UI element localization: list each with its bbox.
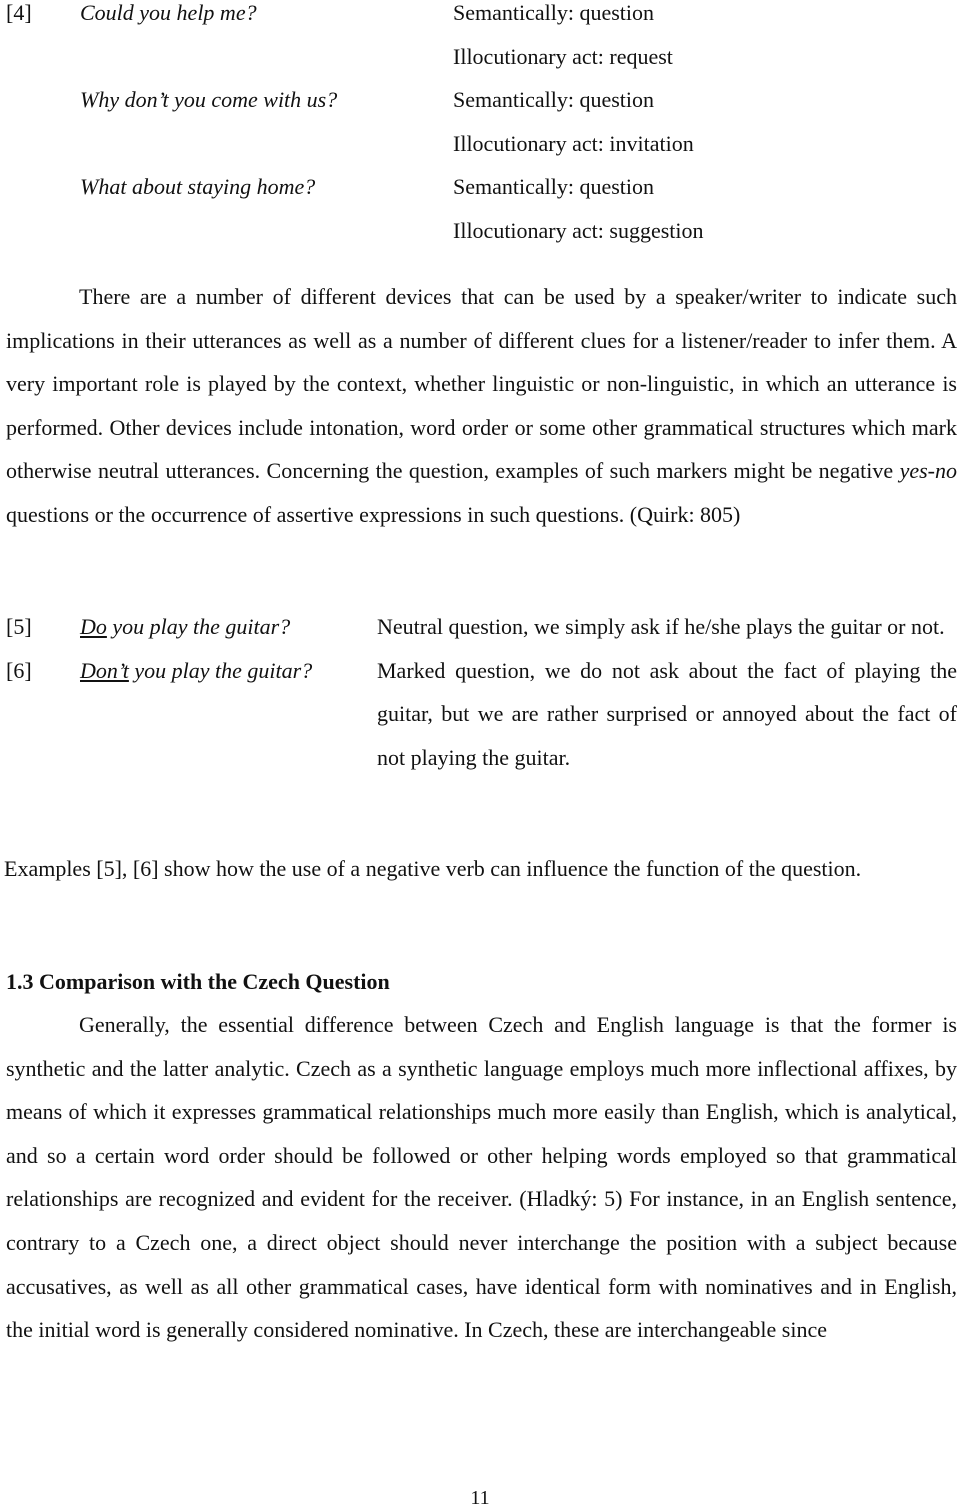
example-number: [4]: [6, 0, 32, 25]
example-5-row: [6, 605, 957, 649]
body-paragraph-devices: [6, 275, 957, 537]
example-semantic-label: Semantically: question: [453, 174, 655, 200]
body-paragraph-examples-summary: Examples [5], [6] show how the use of a negative verb can influence the function of the question.: [4, 856, 862, 881]
example-question: Why don’t you come with us?: [80, 87, 338, 113]
example-number: [5]: [6, 614, 32, 639]
example-4-row-3-act: [6, 209, 956, 253]
example-semantic-label: Semantically: question: [453, 0, 655, 25]
body-paragraph-czech-comparison: Generally, the essential difference between Czech and English language is that the former is synthetic and the latter analytic. Czech as a synthetic language employs much more inflectional affixes, by means of which it expresses grammatical relationships much more easily than English, which is analytical, and so a certain word order should be followed or other helping words employed so that grammatical relationships are recognized and evident for the receiver. (Hladký: 5) For instance, in an English sentence, contrary to a Czech one, a direct object should never interchange the position with a subject because accusatives, as well as all other grammatical cases, have identical form with nominatives and in English, the initial word is generally considered nominative. In Czech, these are interchangeable since: [6, 1012, 957, 1343]
example-question: [80, 649, 377, 780]
example-semantic-label: Semantically: question: [453, 87, 655, 113]
example-explanation: Neutral question, we simply ask if he/she plays the guitar or not.: [377, 614, 945, 639]
example-4-row-1: [6, 0, 956, 35]
section-heading: 1.3 Comparison with the Czech Question: [6, 969, 390, 994]
example-illocutionary-act: Illocutionary act: invitation: [453, 130, 694, 156]
example-explanation: Marked question, we do not ask about the fact of playing the guitar, but we are rather surprised or annoyed about the fact of not playing the guitar.: [377, 657, 957, 770]
example-4-row-1-act: [6, 35, 956, 79]
page-number: 11: [470, 1487, 490, 1509]
example-6-row: [6, 649, 957, 780]
examples-5-6-table: [6, 605, 957, 779]
paragraph-text: questions or the occurrence of assertive expressions in such questions. (Quirk: 805): [6, 501, 741, 527]
underlined-verb: Do: [80, 614, 107, 639]
example-illocutionary-act: Illocutionary act: request: [453, 43, 673, 69]
question-rest: you play the guitar?: [128, 657, 313, 683]
example-4-row-2: [6, 78, 956, 122]
example-illocutionary-act: Illocutionary act: suggestion: [453, 217, 704, 243]
example-question: Could you help me?: [80, 0, 257, 25]
example-4-row-2-act: [6, 122, 956, 166]
example-question: [80, 605, 377, 649]
question-rest: you play the guitar?: [106, 614, 291, 639]
example-question: What about staying home?: [80, 174, 316, 200]
paragraph-text: There are a number of different devices that can be used by a speaker/writer to indicate such implications in their utterances as well as a number of different clues for a listener/reader to infer them. A very important role is played by the context, whether linguistic or non-linguistic, in which an utterance is performed. Other devices include intonation, word order or some other grammatical structures which mark otherwise neutral utterances. Concerning the question, examples of such markers might be negative: [6, 284, 957, 484]
example-4-table: [6, 0, 956, 253]
example-4-row-3: [6, 165, 956, 209]
italic-term: yes-no: [899, 458, 957, 484]
underlined-verb: Don’t: [80, 657, 129, 683]
example-number: [6]: [6, 657, 32, 683]
